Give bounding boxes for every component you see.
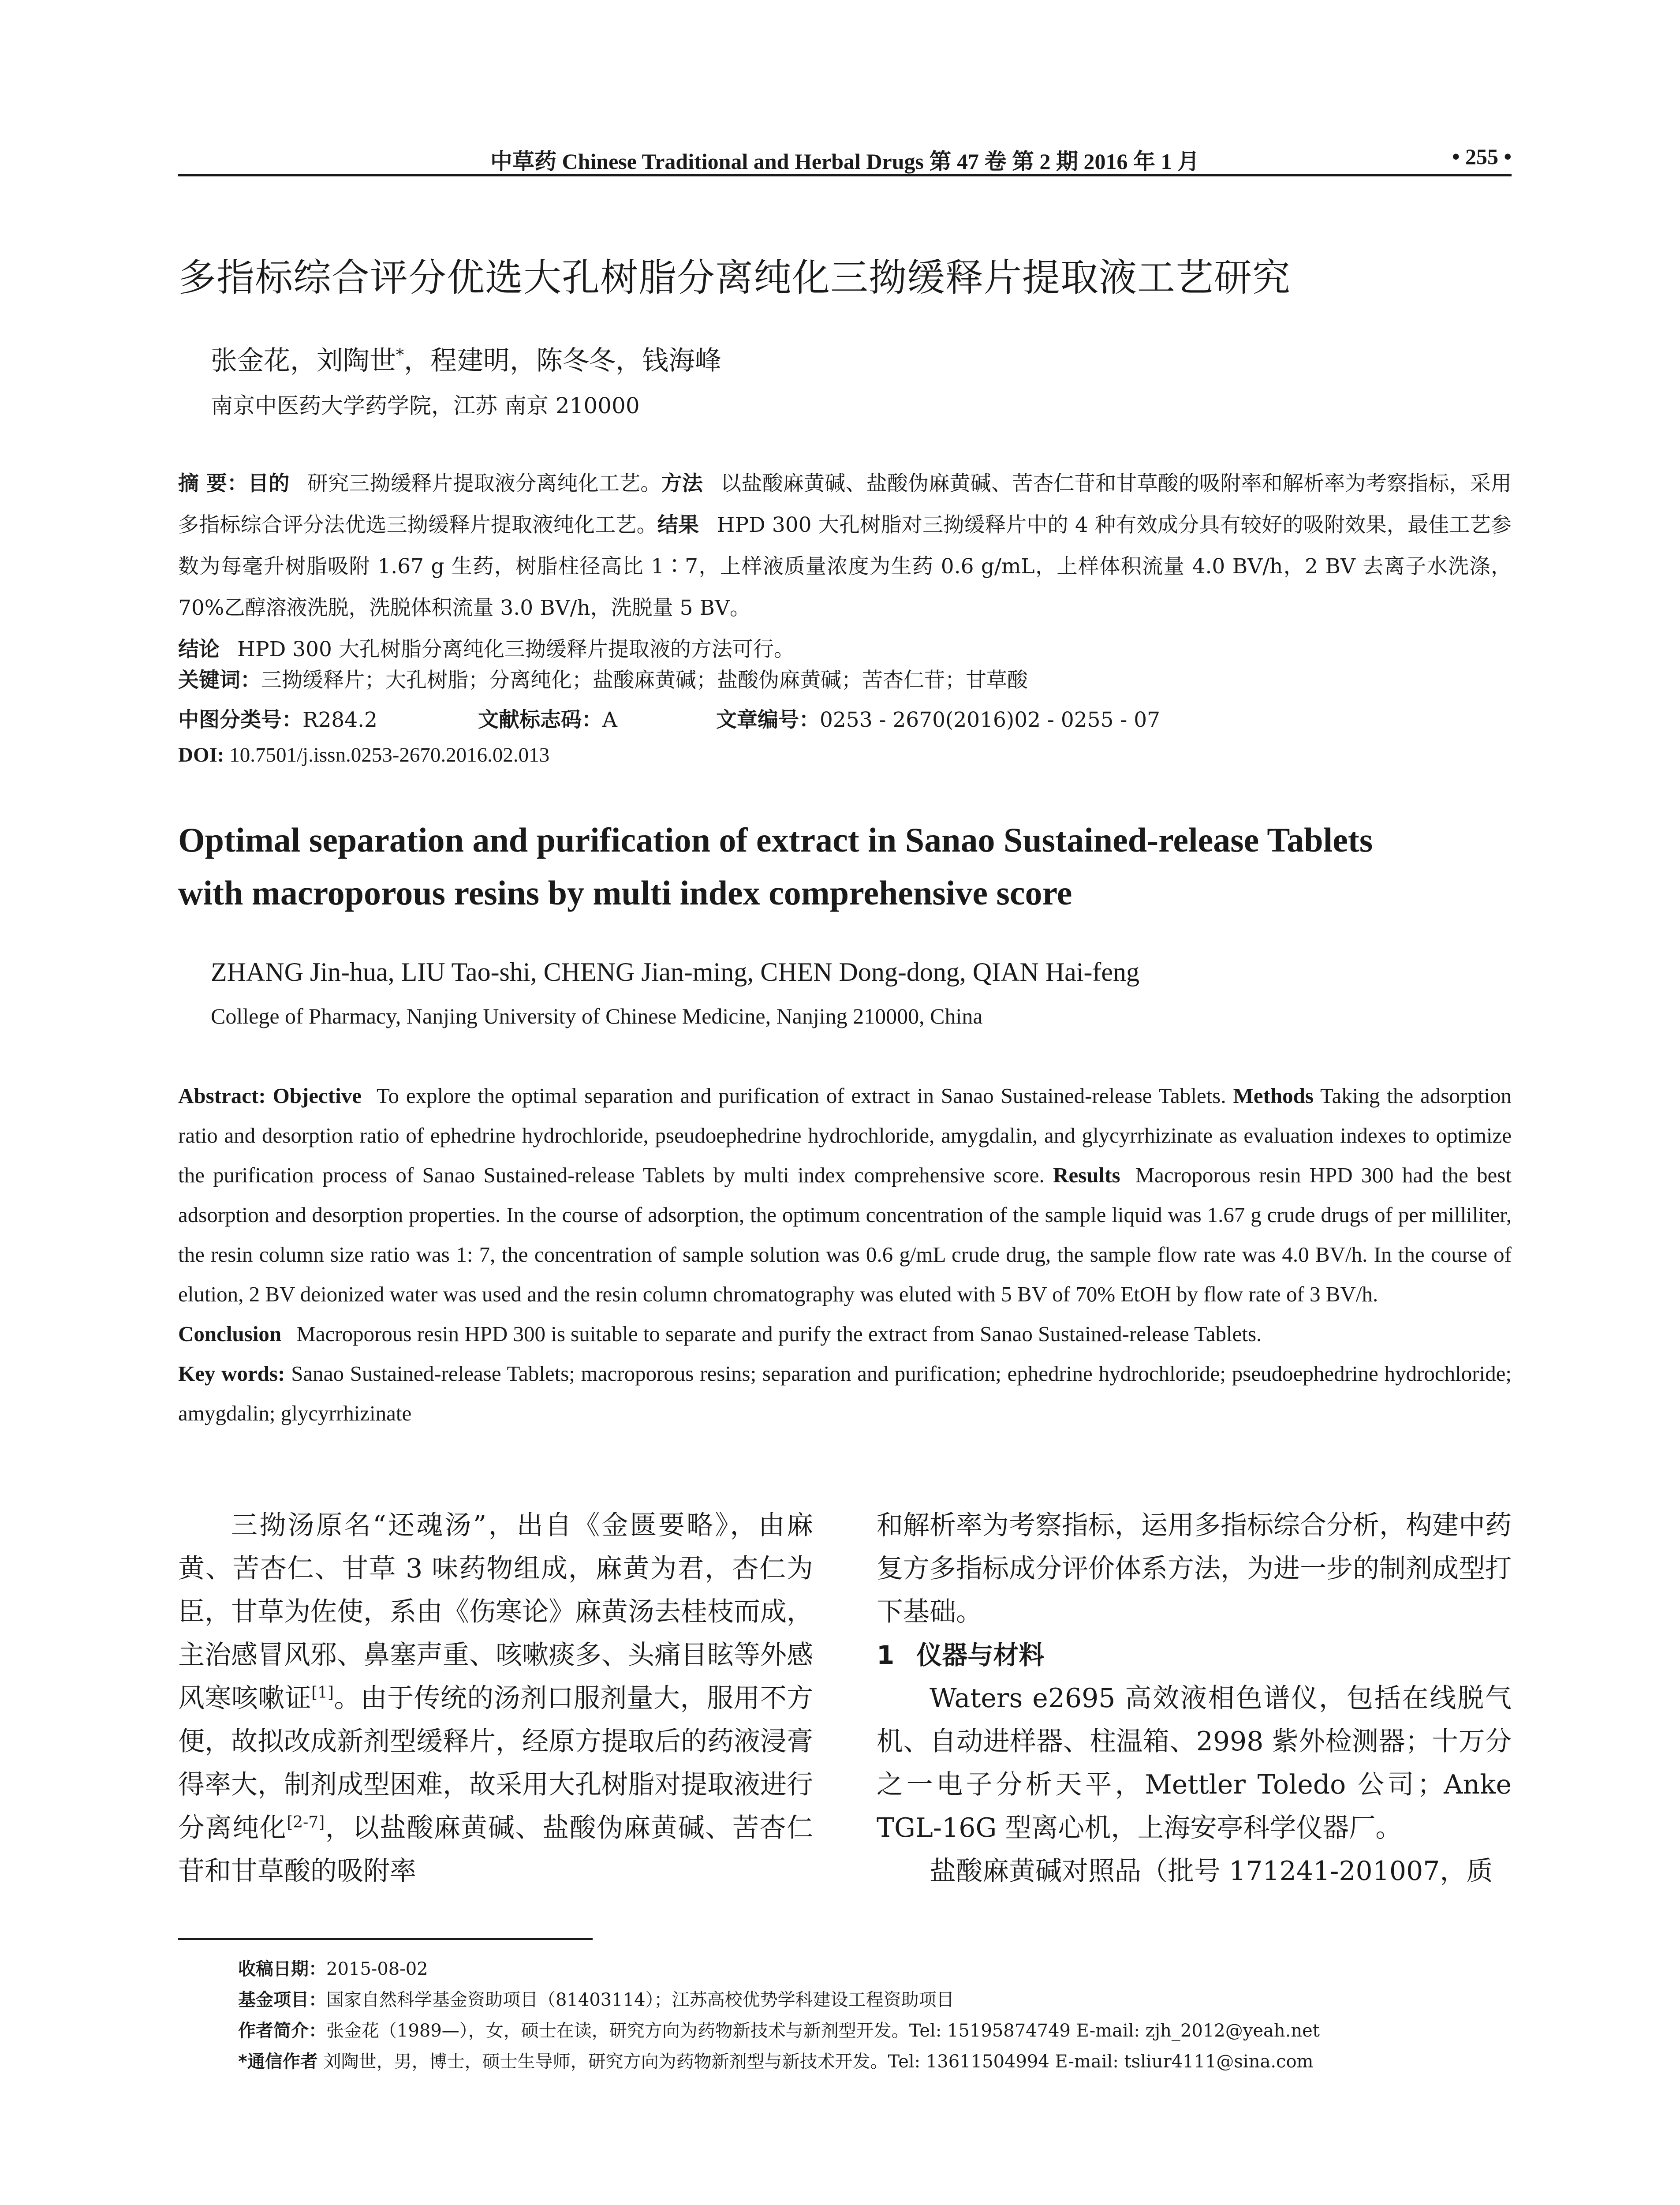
citation-ref[interactable]: [2-7]: [287, 1813, 325, 1831]
corresponding-text: 刘陶世，男，博士，硕士生导师，研究方向为药物新剂型与新技术开发。Tel: 13611504994 E-mail: tsliur4111@sina.com: [323, 2052, 1314, 2072]
en-methods-label: Methods: [1233, 1084, 1314, 1108]
en-keywords-text: Sanao Sustained-release Tablets; macroporous resins; separation and purification; ephedrine hydrochloride; pseudoephedrine hydrochloride; amygdalin; glycyrrhizinate: [178, 1361, 1512, 1425]
english-abstract: [178, 1076, 1512, 1433]
chinese-affiliation: 南京中医药大学药学院，江苏 南京 210000: [211, 393, 640, 419]
methods-label: 方法: [661, 471, 703, 496]
english-authors: ZHANG Jin-hua, LIU Tao-shi, CHENG Jian-ming, CHEN Dong-dong, QIAN Hai-feng: [211, 957, 1140, 987]
english-affiliation: College of Pharmacy, Nanjing University of Chinese Medicine, Nanjing 210000, China: [211, 1004, 983, 1028]
en-results-label: Results: [1053, 1163, 1120, 1187]
en-objective-text: To explore the optimal separation and purification of extract in Sanao Sustained-release Tablets.: [376, 1084, 1226, 1108]
section-number: 1: [877, 1640, 895, 1670]
footnotes: [238, 1954, 1320, 2077]
body-left-column: [178, 1504, 813, 1893]
english-title-line2: with macroporous resins by multi index comprehensive score: [178, 874, 1072, 912]
corresponding-label: *通信作者: [238, 2052, 318, 2072]
journal-header: 中草药 Chinese Traditional and Herbal Drugs 第 47 卷 第 2 期 2016 年 1 月: [490, 149, 1199, 174]
conclusion-text: HPD 300 大孔树脂分离纯化三拗缓释片提取液的方法可行。: [237, 637, 795, 662]
chinese-keywords: [178, 664, 1028, 693]
results-label: 结果: [657, 513, 699, 537]
conclusion-label: 结论: [178, 637, 220, 662]
english-title-line1: Optimal separation and purification of extract in Sanao Sustained-release Tablets: [178, 821, 1373, 859]
en-conclusion-label: Conclusion: [178, 1322, 282, 1346]
methods-text: 以盐酸麻黄碱、盐酸伪麻黄碱、苦杏仁苷和甘草酸的吸附率和解析率为考察指标，采用多指标综合评分法优选三拗缓释片提取液纯化工艺。: [178, 471, 1512, 537]
keywords-text: 三拗缓释片；大孔树脂；分离纯化；盐酸麻黄碱；盐酸伪麻黄碱；苦杏仁苷；甘草酸: [261, 668, 1028, 692]
class-label: 中图分类号：: [178, 708, 302, 732]
chinese-authors-part1: 张金花，刘陶世: [211, 345, 396, 376]
doccode-label: 文献标志码：: [478, 708, 602, 732]
author-bio-label: 作者简介：: [238, 2021, 326, 2041]
keywords-label: 关键词：: [178, 668, 261, 692]
author-bio-text: 张金花（1989—），女，硕士在读，研究方向为药物新技术与新剂型开发。Tel: 15195874749 E-mail: zjh_2012@yeah.net: [326, 2021, 1320, 2041]
received-date: 2015-08-02: [326, 1959, 428, 1979]
chinese-authors-part2: ，程建明，陈冬冬，钱海峰: [404, 345, 721, 376]
footnote-fund: [238, 1984, 1320, 2015]
footnote-received: [238, 1954, 1320, 1984]
fund-label: 基金项目：: [238, 1990, 326, 2010]
class-value: R284.2: [302, 708, 377, 732]
corresponding-mark: *: [396, 346, 404, 364]
intro-text-1: 三拗汤原名“还魂汤”，出自《金匮要略》，由麻黄、苦杏仁、甘草 3 味药物组成，麻黄为君，杏仁为臣，甘草为佐使，系由《伤寒论》麻黄汤去桂枝而成，主治感冒风邪、鼻塞声重、咳嗽痰多、头痛目眩等外感风寒咳嗽证: [178, 1510, 813, 1714]
running-header: [178, 140, 1512, 176]
body-right-column: [877, 1504, 1512, 1893]
en-abstract-label: Abstract: Objective: [178, 1084, 362, 1108]
intro-text-2: 。由于传统的汤剂口服剂量大，服用不方便，故拟改成新剂型缓释片，经原方提取后的药液浸膏得率大，制剂成型困难，故采用大孔树脂对提取液进行分离纯化: [178, 1683, 814, 1843]
en-methods-text: Taking the adsorption ratio and desorption ratio of ephedrine hydrochloride, pseudoephedrine hydrochloride, amygdalin, and glycyrrhizinate as evaluation indexes to optimize the purification process of Sanao Sustained-release Tablets by multi index comprehensive score.: [178, 1084, 1512, 1187]
en-keywords-label: Key words:: [178, 1361, 285, 1386]
received-label: 收稿日期：: [238, 1959, 326, 1979]
objective-text: 研究三拗缓释片提取液分离纯化工艺。: [307, 471, 661, 496]
section-title: 仪器与材料: [916, 1640, 1045, 1670]
doi-link[interactable]: 10.7501/j.issn.0253-2670.2016.02.013: [229, 744, 550, 766]
objective-label: 目的: [248, 471, 290, 496]
body-paragraph: 盐酸麻黄碱对照品（批号 171241-201007，质: [930, 1856, 1493, 1887]
body-paragraph: Waters e2695 高效液相色谱仪，包括在线脱气机、自动进样器、柱温箱、2998 紫外检测器；十万分之一电子分析天平，Mettler Toledo 公司；Anke TGL-16G 型离心机，上海安亭科学仪器厂。: [877, 1683, 1512, 1843]
footnote-rule: [178, 1938, 593, 1940]
english-title: [178, 814, 1512, 919]
doi-line: [178, 743, 549, 767]
article-number-value: 0253 - 2670(2016)02 - 0255 - 07: [820, 708, 1161, 732]
chinese-authors: [211, 340, 721, 377]
footnote-corresponding: [238, 2046, 1320, 2077]
citation-ref[interactable]: [1]: [311, 1684, 334, 1702]
body-paragraph: 和解析率为考察指标，运用多指标综合分析，构建中药复方多指标成分评价体系方法，为进一步的制剂成型打下基础。: [877, 1510, 1512, 1627]
results-text: HPD 300 大孔树脂对三拗缓释片中的 4 种有效成分具有较好的吸附效果，最佳工艺参数为每毫升树脂吸附 1.67 g 生药，树脂柱径高比 1∶7，上样液质量浓度为生药 0.6 g/mL，上样体积流量 4.0 BV/h，2 BV 去离子水洗涤，70%乙醇溶液洗脱，洗脱体积流量 3.0 BV/h，洗脱量 5 BV。: [178, 513, 1512, 620]
article-number-label: 文章编号：: [716, 708, 820, 732]
classification-line: [178, 703, 1161, 733]
section-heading: [877, 1633, 1512, 1677]
footnote-author: [238, 2015, 1320, 2046]
fund-text: 国家自然科学基金资助项目（81403114）；江苏高校优势学科建设工程资助项目: [326, 1990, 954, 2010]
abstract-label: 摘 要：: [178, 471, 248, 496]
body-paragraph: [178, 1504, 813, 1893]
chinese-title: 多指标综合评分优选大孔树脂分离纯化三拗缓释片提取液工艺研究: [178, 256, 1291, 300]
page-number: • 255 •: [1452, 144, 1512, 169]
en-results-text: Macroporous resin HPD 300 had the best adsorption and desorption properties. In the course of adsorption, the optimum concentration of the sample liquid was 1.67 g crude drugs of per milliliter, the resin column size ratio was 1: 7, the concentration of sample solution was 0.6 g/mL crude drug, the sample flow rate was 4.0 BV/h. In the course of elution, 2 BV deionized water was used and the resin column chromatography was eluted with 5 BV of 70% EtOH by flow rate of 3 BV/h.: [178, 1163, 1512, 1306]
doccode-value: A: [602, 708, 617, 732]
doi-label: DOI:: [178, 744, 224, 766]
en-conclusion-text: Macroporous resin HPD 300 is suitable to separate and purify the extract from Sanao Sustained-release Tablets.: [296, 1322, 1262, 1346]
intro-text-3: ，以盐酸麻黄碱、盐酸伪麻黄碱、苦杏仁苷和甘草酸的吸附率: [178, 1813, 814, 1887]
header-rule: [178, 174, 1512, 176]
chinese-abstract: [178, 463, 1512, 670]
